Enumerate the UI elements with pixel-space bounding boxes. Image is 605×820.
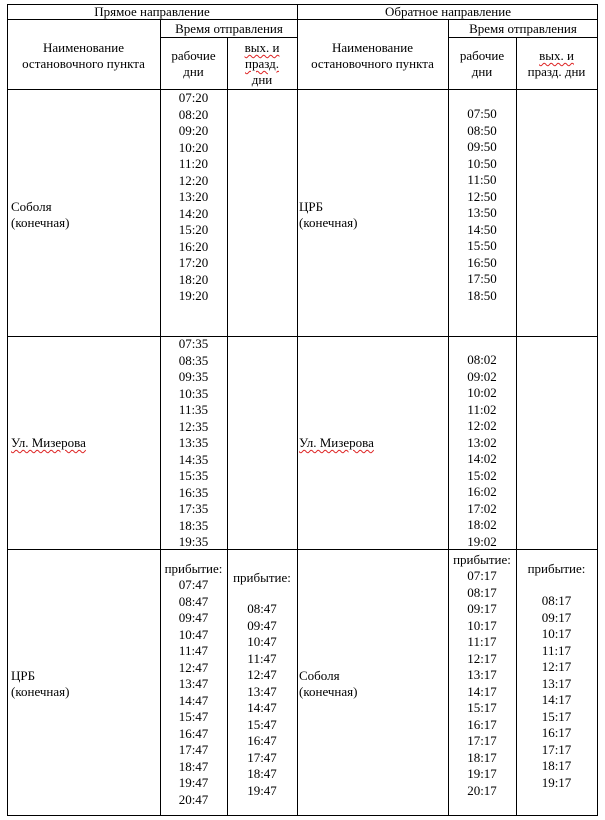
arrival-times: 07:47 08:47 09:47 10:47 11:47 12:47 13:47 14:47 15:47 16:47 17:47 18:47 19:47 20:47 (178, 577, 209, 807)
stop-name-header: Наименование (332, 40, 413, 55)
grid-line (597, 4, 598, 816)
grid-line (7, 89, 598, 90)
workdays-header: дни (183, 64, 204, 79)
stop-name: Соболя (299, 668, 340, 683)
workdays-header: рабочие (459, 48, 505, 63)
stop-name: (конечная) (11, 684, 70, 699)
stop-name: (конечная) (299, 215, 358, 230)
arrival-times: 08:17 09:17 10:17 11:17 12:17 13:17 14:17 15:17 16:17 17:17 18:17 19:17 (541, 593, 572, 790)
departure-times: 07:35 08:35 09:35 10:35 11:35 12:35 13:35 14:35 15:35 16:35 17:35 18:35 19:35 (178, 336, 209, 549)
stop-name: Ул. Мизерова (11, 435, 86, 450)
stop-name-header: остановочного пункта (22, 56, 145, 71)
departure-times: 08:02 09:02 10:02 11:02 12:02 13:02 14:02 15:02 16:02 17:02 18:02 19:02 (467, 352, 497, 549)
stop-name: (конечная) (299, 684, 358, 699)
arrival-label: прибытие: (233, 570, 291, 585)
holidays-header: вых. и (244, 40, 280, 55)
stop-name: ЦРБ (11, 668, 36, 683)
backward-direction-header: Обратное направление (385, 4, 511, 19)
departure-times: 07:20 08:20 09:20 10:20 11:20 12:20 13:20 14:20 15:20 16:20 17:20 18:20 19:20 (178, 90, 209, 303)
grid-line (7, 815, 598, 816)
stop-name: (конечная) (11, 215, 70, 230)
grid-line (448, 37, 598, 38)
arrival-times: 08:47 09:47 10:47 11:47 12:47 13:47 14:47 15:47 16:47 17:47 18:47 19:47 (247, 601, 277, 798)
stop-name: Соболя (11, 199, 52, 214)
holidays-header: дни (251, 72, 273, 87)
arrival-label: прибытие: (164, 561, 223, 576)
grid-line (7, 4, 8, 816)
arrival-times: 07:17 08:17 09:17 10:17 11:17 12:17 13:17 14:17 15:17 16:17 17:17 18:17 19:17 20:17 (467, 568, 497, 798)
holidays-header: вых. и (539, 48, 574, 63)
workdays-header: рабочие (171, 48, 216, 63)
holidays-header: празд. (245, 56, 279, 71)
grid-line (7, 336, 598, 337)
departure-time-header: Время отправления (469, 21, 577, 36)
arrival-label: прибытие: (527, 561, 586, 576)
stop-name: Ул. Мизерова (299, 435, 374, 450)
workdays-header: дни (471, 64, 493, 79)
holidays-header: празд. дни (527, 64, 586, 79)
arrival-label: прибытие: (453, 552, 511, 567)
stop-name-header: остановочного пункта (311, 56, 434, 71)
departure-time-header: Время отправления (175, 21, 283, 36)
forward-direction-header: Прямое направление (94, 4, 210, 19)
departure-times: 07:50 08:50 09:50 10:50 11:50 12:50 13:50 14:50 15:50 16:50 17:50 18:50 (467, 106, 497, 303)
stop-name: ЦРБ (299, 199, 324, 214)
grid-line (160, 37, 298, 38)
timetable (7, 4, 598, 816)
stop-name-header: Наименование (43, 40, 124, 55)
grid-line (297, 4, 298, 816)
